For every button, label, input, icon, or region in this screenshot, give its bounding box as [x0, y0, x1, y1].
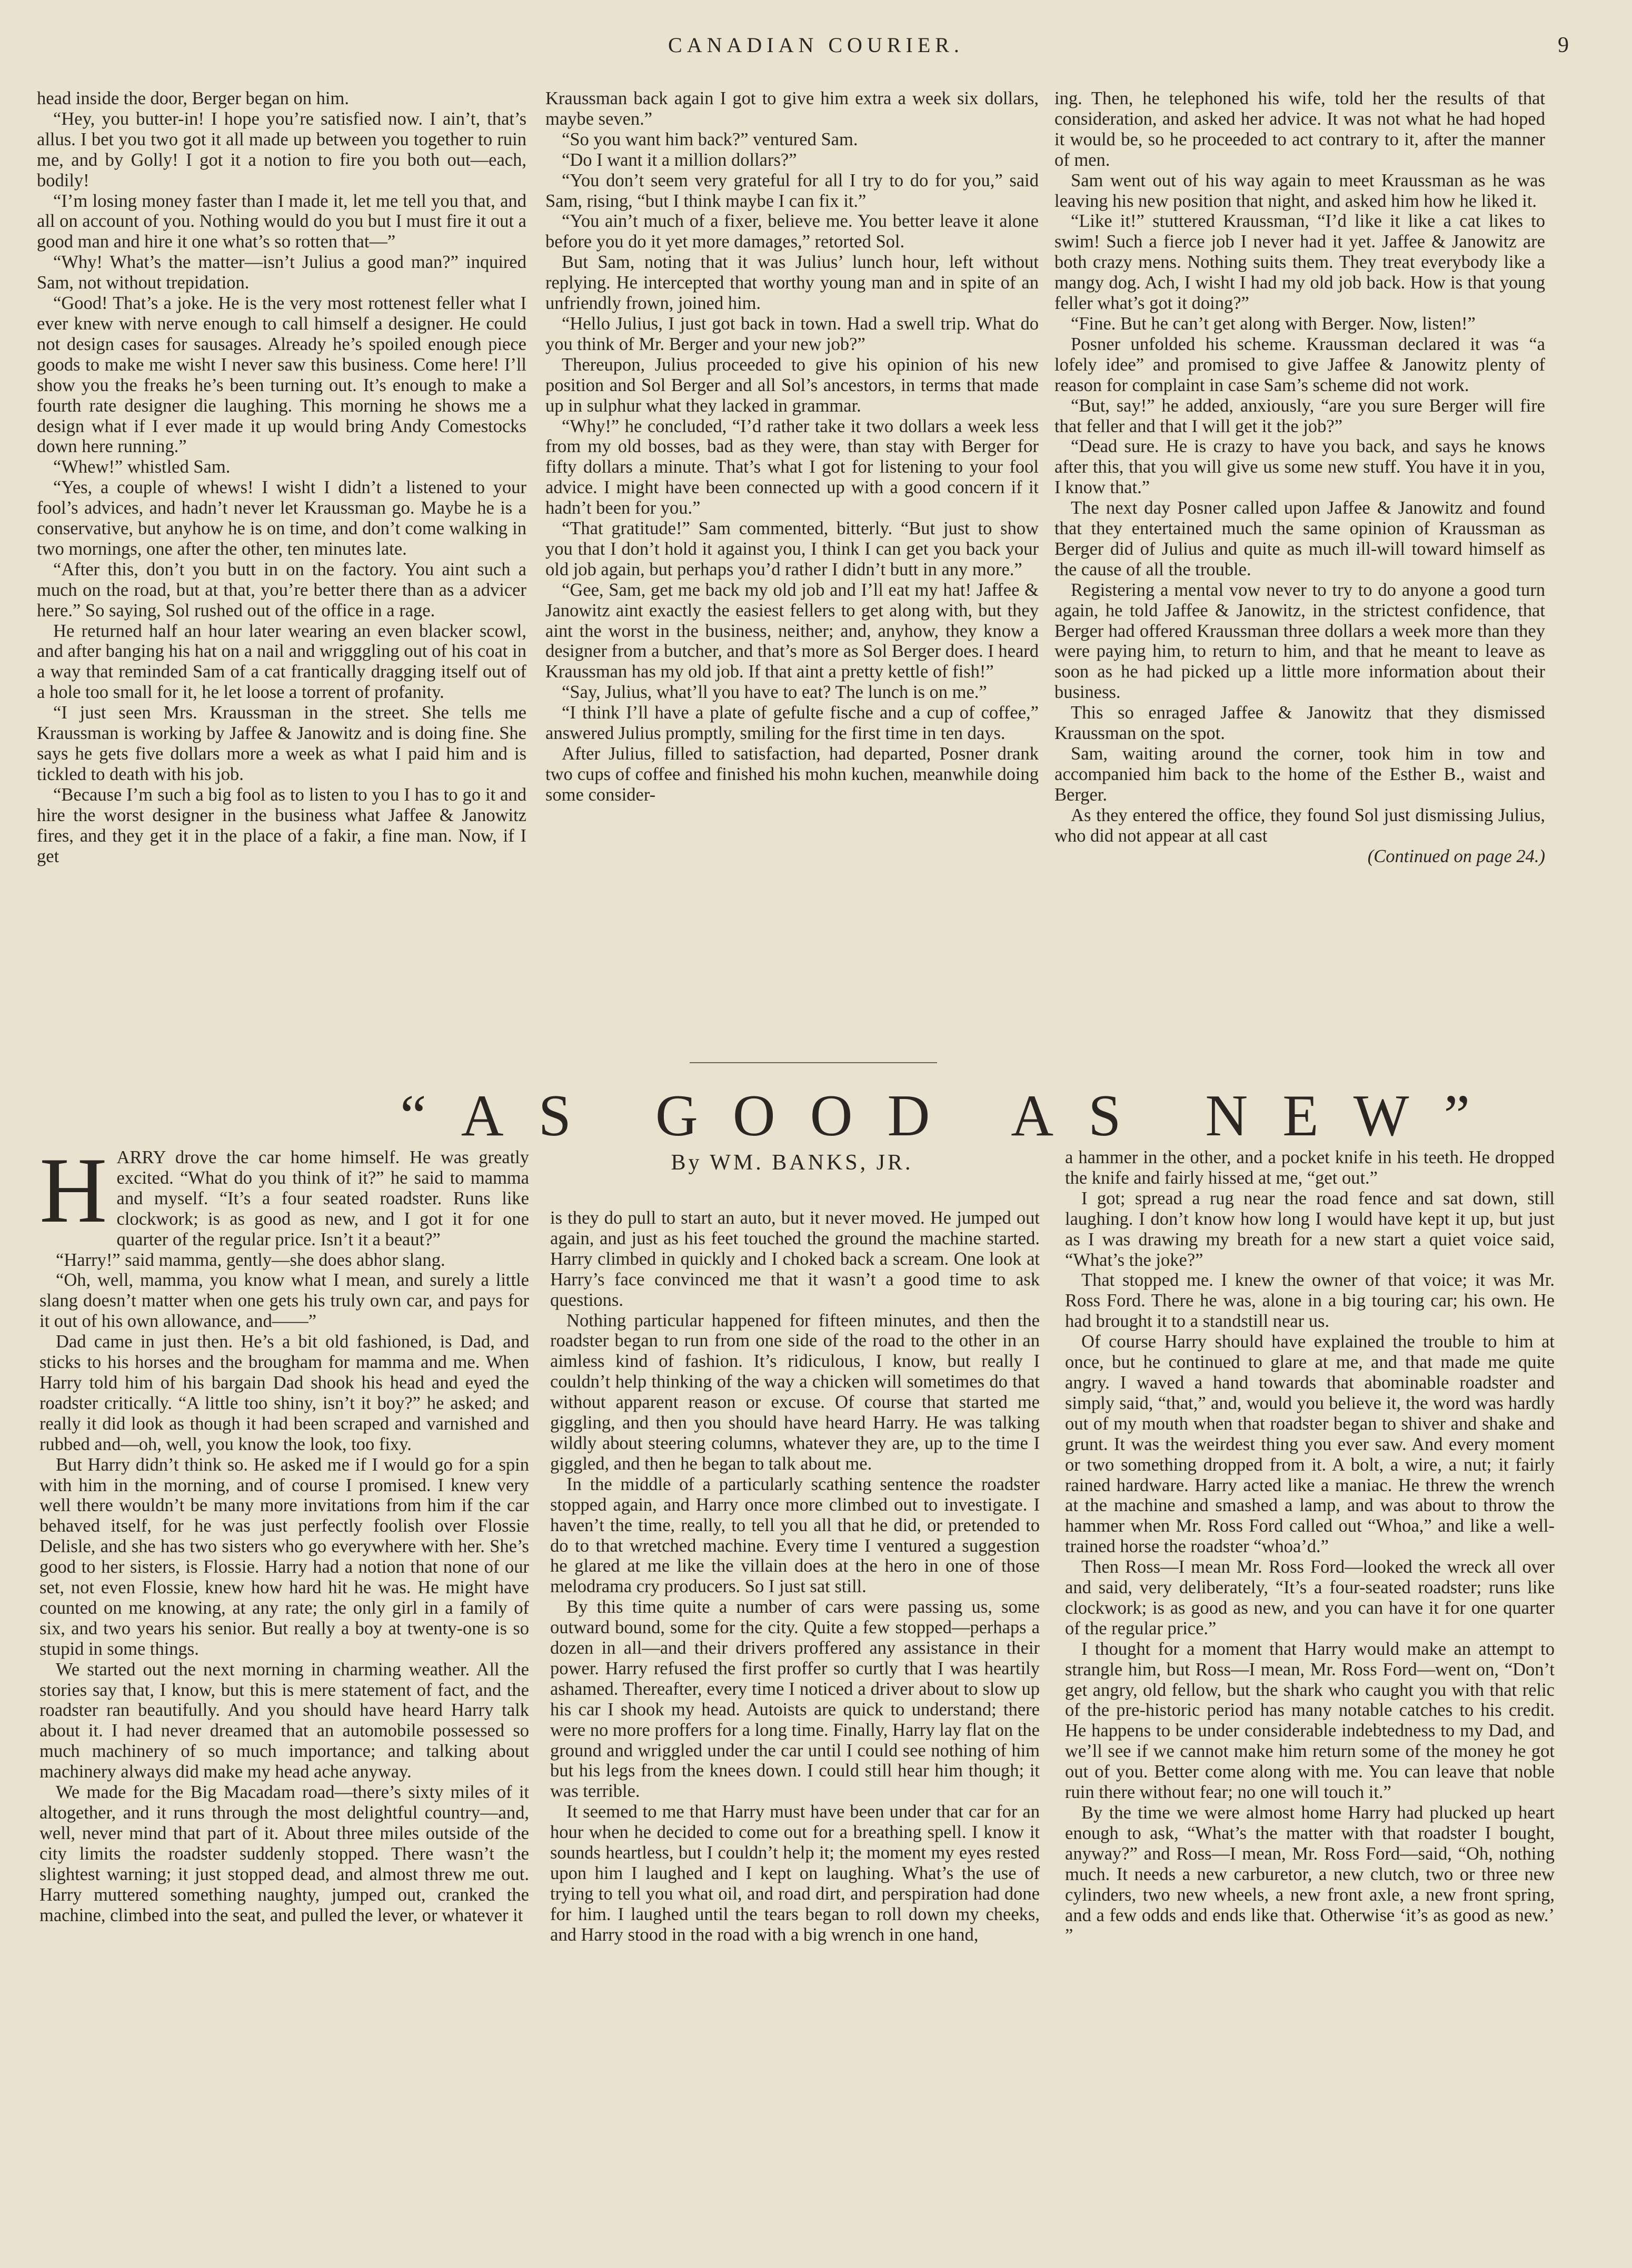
paragraph: Posner unfolded his scheme. Kraussman declared it was “a lofely idee” and promised to give Jaffee & Janowitz plenty of reason for complaint in case Sam’s scheme did not work.: [1054, 334, 1545, 395]
paragraph: “So you want him back?” ventured Sam.: [562, 129, 858, 149]
paragraph: We started out the next morning in charming weather. All the stories say that, I know, but this is mere statement of fact, and the roadster ran beautifully. And you should have heard Harry talk about it. I had never dreamed that an automobile possessed so much machinery of so much importance; and talking about machinery always did make my head ache anyway.: [39, 1659, 529, 1782]
paragraph: “Hello Julius, I just got back in town. Had a swell trip. What do you think of Mr. Berger and your new job?”: [545, 313, 1039, 354]
paragraph: As they entered the office, they found Sol just dismissing Julius, who did not appear at all cast: [1054, 805, 1545, 846]
paragraph: “Dead sure. He is crazy to have you back, and says he knows after this, that you will give us some new stuff. You have it in you, I know that.”: [1054, 436, 1545, 498]
paragraph: But Sam, noting that it was Julius’ lunch hour, left without replying. He intercepted that worthy young man and in spite of an unfriendly frown, joined him.: [545, 252, 1039, 314]
paragraph: “Hey, you butter-in! I hope you’re satisfied now. I ain’t, that’s allus. I bet you two got it all made up between you together to ruin me, and by Golly! I got it a notion to fire you both out—each, bodily!: [37, 108, 526, 191]
paragraph: “Gee, Sam, get me back my old job and I’ll eat my hat! Jaffee & Janowitz aint exactly the easiest fellers to get along with, but they aint the worst in the business, neither; and, anyhow, they know a designer from a butcher, and that’s more as Sol Berger does. I heard Kraussman has my old job. If that aint a pretty kettle of fish!”: [545, 580, 1039, 682]
paragraph: head inside the door, Berger began on him.: [37, 88, 349, 108]
paragraph: “Say, Julius, what’ll you have to eat? The lunch is on me.”: [562, 682, 987, 703]
paragraph: But Harry didn’t think so. He asked me if I would go for a spin with him in the morning, and of course I promised. I knew very well there wouldn’t be many more invitations from him if the car behaved itself, for he was just perfectly foolish over Flossie Delisle, and she has two sisters who go everywhere with her. She’s good to her sisters, is Flossie. Harry had a notion that none of our set, not even Flossie, knew how hard hit he was. He might have counted on me knowing, at any rate; the only girl in a family of six, and two years his senior. But really a boy at twenty-one is so stupid in some things.: [39, 1454, 529, 1659]
paragraph: “Oh, well, mamma, you know what I mean, and surely a little slang doesn’t matter when one gets his truly own car, and pays for it out of his own allowance, and——”: [39, 1270, 529, 1332]
paragraph: “I’m losing money faster than I made it, let me tell you that, and all on account of you. Nothing would do you but I must fire it out a good man and hire it one what’s so rotten that—”: [37, 191, 526, 252]
paragraph: a hammer in the other, and a pocket knife in his teeth. He dropped the knife and fairly hissed at me, “get out.”: [1065, 1147, 1555, 1188]
story-two-column-1: [39, 1138, 529, 1925]
paragraph: “Whew!” whistled Sam.: [53, 457, 231, 477]
page-number: 9: [1558, 33, 1569, 57]
drop-cap: H: [39, 1138, 107, 1242]
paragraph: “Because I’m such a big fool as to listen to you I has to go it and hire the worst designer in the business what Jaffee & Janowitz fires, and they get it in the place of a fakir, a fine man. Now, if I get: [37, 784, 526, 866]
paragraph: “Why!” he concluded, “I’d rather take it two dollars a week less from my old bosses, bad as they were, than stay with Berger for fifty dollars a minute. That’s what I got for listening to your fool advice. I might have been connected up with a good concern if it hadn’t been for you.”: [545, 416, 1039, 518]
section-divider: [690, 1062, 937, 1063]
story-two-column-3: [1065, 1147, 1555, 1946]
paragraph: It seemed to me that Harry must have been under that car for an hour when he decided to come out for a breathing spell. I know it sounds heartless, but I couldn’t help it; the moment my eyes rested upon him I laughed and I kept on laughing. What’s the use of trying to tell you what oil, and road dirt, and perspiration had done for him. I laughed until the tears began to roll down my cheeks, and Harry stood in the road with a big wrench in one hand,: [550, 1802, 1040, 1945]
paragraph: “I just seen Mrs. Kraussman in the street. She tells me Kraussman is working by Jaffee & Janowitz and is doing fine. She says he gets five dollars more a week as what I paid him and is tickled to death with his job.: [37, 703, 526, 784]
paragraph: Sam, waiting around the corner, took him in tow and accompanied him back to the home of the Esther B., waist and Berger.: [1054, 744, 1545, 805]
opening-text: ARRY drove the car home himself. He was greatly excited. “What do you think of it?” he said to mamma and myself. “It’s a four seated roadster. Runs like clockwork; is as good as new, and I got it for one quarter of the regular price. Isn’t it a beaut?”: [116, 1147, 529, 1250]
paragraph: “Yes, a couple of whews! I wisht I didn’t a listened to your fool’s advices, and hadn’t never let Kraussman go. Maybe he is a conservative, but anyhow he is on time, and don’t come walking in two mornings, one after the other, ten minutes late.: [37, 477, 526, 559]
paragraph: Kraussman back again I got to give him extra a week six dollars, maybe seven.”: [545, 88, 1039, 129]
paragraph: I thought for a moment that Harry would make an attempt to strangle him, but Ross—I mean, Mr. Ross Ford—went on, “Don’t get angry, old fellow, but the shark who caught you with that relic of the pre-historic period has many notable catches to his credit. He happens to be under considerable indebtedness to my Dad, and we’ll see if we cannot make him return some of the money he got out of you. Better come along with me. You can leave that noble ruin there without fear; no one will touch it.”: [1065, 1638, 1555, 1803]
paragraph: He returned half an hour later wearing an even blacker scowl, and after banging his hat on a nail and wrigggling out of his coat in a way that reminded Sam of a cat frantically dragging itself out of a hole too small for it, he let loose a torrent of profanity.: [37, 621, 526, 703]
paragraph: “Like it!” stuttered Kraussman, “I’d like it like a cat likes to swim! Such a fierce job I never had it yet. Jaffee & Janowitz are both crazy mens. Nothing suits them. They treat everybody like a mangy dog. Ach, I wisht I had my old job back. How is that young feller what’s got it doing?”: [1054, 211, 1545, 314]
paragraph: “Good! That’s a joke. He is the very most rottenest feller what I ever knew with nerve enough to call himself a designer. He could not design cases for sausages. Already he’s spoiled enough piece goods to make me wisht I never saw this business. Come here! I’ll show you the freaks he’s been turning out. It’s enough to make a fourth rate designer die laughing. This morning he shows me a design what if I ever made it up would bring Andy Comestocks down here running.”: [37, 293, 526, 457]
paragraph: The next day Posner called upon Jaffee & Janowitz and found that they entertained much the same opinion of Kraussman as Berger did of Julius and quite as much ill-will toward himself as the cause of all the trouble.: [1054, 498, 1545, 580]
story-two-column-2: [550, 1208, 1040, 1945]
paragraph: “I think I’ll have a plate of gefulte fische and a cup of coffee,” answered Julius promptly, smiling for the first time in ten days.: [545, 703, 1039, 744]
paragraph: Then Ross—I mean Mr. Ross Ford—looked the wreck all over and said, very deliberately, “It’s a four-seated roadster; runs like clockwork; is as good as new, and you can have it for one quarter of the regular price.”: [1065, 1557, 1555, 1638]
paragraph: Sam went out of his way again to meet Kraussman as he was leaving his new position that night, and asked him how he liked it.: [1054, 170, 1545, 211]
paragraph: After Julius, filled to satisfaction, had departed, Posner drank two cups of coffee and finished his mohn kuchen, meanwhile doing some consider-: [545, 744, 1039, 805]
story-byline: By WM. BANKS, JR.: [671, 1151, 913, 1175]
paragraph: ing. Then, he telephoned his wife, told her the results of that consideration, and asked her advice. It was not what he had hoped it would be, so he proceeded to act contrary to it, after the manner of men.: [1054, 88, 1545, 170]
story-headline: “AS GOOD AS NEW”: [400, 1083, 1505, 1148]
paragraph: In the middle of a particularly scathing sentence the roadster stopped again, and Harry once more climbed out to investigate. I haven’t the time, really, to tell you all that he did, or pretended to do to that wretched machine. Every time I ventured a suggestion he glared at me like the villain does at the hero in one of those melodrama cry producers. So I just sat still.: [550, 1474, 1040, 1597]
story-one-column-1: [37, 88, 526, 866]
paragraph: That stopped me. I knew the owner of that voice; it was Mr. Ross Ford. There he was, alone in a big touring car; his own. He had brought it to a standstill near us.: [1065, 1270, 1555, 1332]
continued-notice: (Continued on page 24.): [1367, 846, 1545, 866]
paragraph: “You ain’t much of a fixer, believe me. You better leave it alone before you do it yet more damages,” retorted Sol.: [545, 211, 1039, 252]
paragraph: Thereupon, Julius proceeded to give his opinion of his new position and Sol Berger and all Sol’s ancestors, in terms that made up in sulphur what they lacked in grammar.: [545, 354, 1039, 416]
paragraph: Dad came in just then. He’s a bit old fashioned, is Dad, and sticks to his horses and the brougham for mamma and me. When Harry told him of his bargain Dad shook his head and eyed the roadster critically. “A little too shiny, isn’t it boy?” he asked; and really it did look as though it had been scraped and varnished and rubbed and—oh, well, you know the look, too fixy.: [39, 1332, 529, 1454]
paragraph: “That gratitude!” Sam commented, bitterly. “But just to show you that I don’t hold it against you, I think I can get you back your old job again, but perhaps you’d rather I didn’t butt in any more.”: [545, 518, 1039, 580]
paragraph: “But, say!” he added, anxiously, “are you sure Berger will fire that feller and that I will get it the job?”: [1054, 395, 1545, 436]
publication-title: CANADIAN COURIER.: [668, 33, 964, 57]
paragraph: “Do I want it a million dollars?”: [562, 149, 797, 170]
paragraph: “Harry!” said mamma, gently—she does abhor slang.: [56, 1250, 445, 1270]
paragraph: “Why! What’s the matter—isn’t Julius a good man?” inquired Sam, not without trepidation.: [37, 252, 526, 293]
paragraph: “After this, don’t you butt in on the factory. You aint such a much on the road, but at that, you’re better there than as a advicer here.” So saying, Sol rushed out of the office in a rage.: [37, 559, 526, 621]
story-one-column-2: [545, 88, 1039, 805]
paragraph: By the time we were almost home Harry had plucked up heart enough to ask, “What’s the matter with that roadster I bought, anyway?” and Ross—I mean, Mr. Ross Ford—said, “Oh, nothing much. It needs a new carburetor, a new clutch, two or three new cylinders, two new wheels, a new front axle, a new front spring, and a few odds and ends like that. Otherwise ‘it’s as good as new.’ ”: [1065, 1803, 1555, 1946]
paragraph: [39, 1138, 529, 1250]
paragraph: “Fine. But he can’t get along with Berger. Now, listen!”: [1071, 313, 1476, 334]
paragraph: Registering a mental vow never to try to do anyone a good turn again, he told Jaffee & Janowitz, in the strictest confidence, that Berger had offered Kraussman three dollars a week more than they were paying him, to return to him, and that he meant to leave as soon as he had picked up a little more information about their business.: [1054, 580, 1545, 703]
paragraph: “You don’t seem very grateful for all I try to do for you,” said Sam, rising, “but I think maybe I can fix it.”: [545, 170, 1039, 211]
masthead: [32, 33, 1600, 64]
paragraph: Of course Harry should have explained the trouble to him at once, but he continued to glare at me, and that made me quite angry. I waved a hand towards that abominable roadster and simply said, “that,” and, would you believe it, the word was hardly out of my mouth when that roadster began to shiver and shake and grunt. It was the weirdest thing you ever saw. And every moment or two something dropped from it. A bolt, a wire, a nut; it fairly rained hardware. Harry acted like a maniac. He threw the wrench at the machine and smashed a lamp, and was about to throw the hammer when Mr. Ross Ford called out “Whoa,” and like a well-trained horse the roadster “whoa’d.”: [1065, 1332, 1555, 1557]
paragraph: This so enraged Jaffee & Janowitz that they dismissed Kraussman on the spot.: [1054, 703, 1545, 744]
paragraph: We made for the Big Macadam road—there’s sixty miles of it altogether, and it runs through the most delightful country—and, well, never mind that part of it. About three miles outside of the city limits the roadster suddenly stopped. There wasn’t the slightest warning; it just stopped dead, and almost threw me out. Harry muttered something naughty, jumped out, cranked the machine, climbed into the seat, and pulled the lever, or whatever it: [39, 1782, 529, 1925]
paragraph: Nothing particular happened for fifteen minutes, and then the roadster began to run from one side of the road to the other in an aimless kind of fashion. It’s ridiculous, I know, but really I couldn’t help thinking of the way a chicken will sometimes do that without apparent reason or excuse. Of course that started me giggling, and then you should have heard Harry. He was talking wildly about steering columns, whatever they are, up to the time I giggled, and then he began to talk about me.: [550, 1310, 1040, 1474]
paragraph: I got; spread a rug near the road fence and sat down, still laughing. I don’t know how long I would have kept it up, but just as I was drawing my breath for a new start a quiet voice said, “What’s the joke?”: [1065, 1188, 1555, 1270]
paragraph: By this time quite a number of cars were passing us, some outward bound, some for the city. Quite a few stopped—perhaps a dozen in all—and their drivers proffered any assistance in their power. Harry refused the first proffer so curtly that I was heartily ashamed. Thereafter, every time I noticed a driver about to slow up his car I shook my head. Autoists are quick to understand; there were no more proffers for a long time. Finally, Harry lay flat on the ground and wriggled under the car until I could see nothing of him but his legs from the knees down. I could still hear him though; it was terrible.: [550, 1597, 1040, 1802]
story-one-column-3: [1054, 88, 1545, 866]
paragraph: is they do pull to start an auto, but it never moved. He jumped out again, and just as his feet touched the ground the machine started. Harry climbed in quickly and I choked back a scream. One look at Harry’s face convinced me that it wasn’t a good time to ask questions.: [550, 1208, 1040, 1310]
